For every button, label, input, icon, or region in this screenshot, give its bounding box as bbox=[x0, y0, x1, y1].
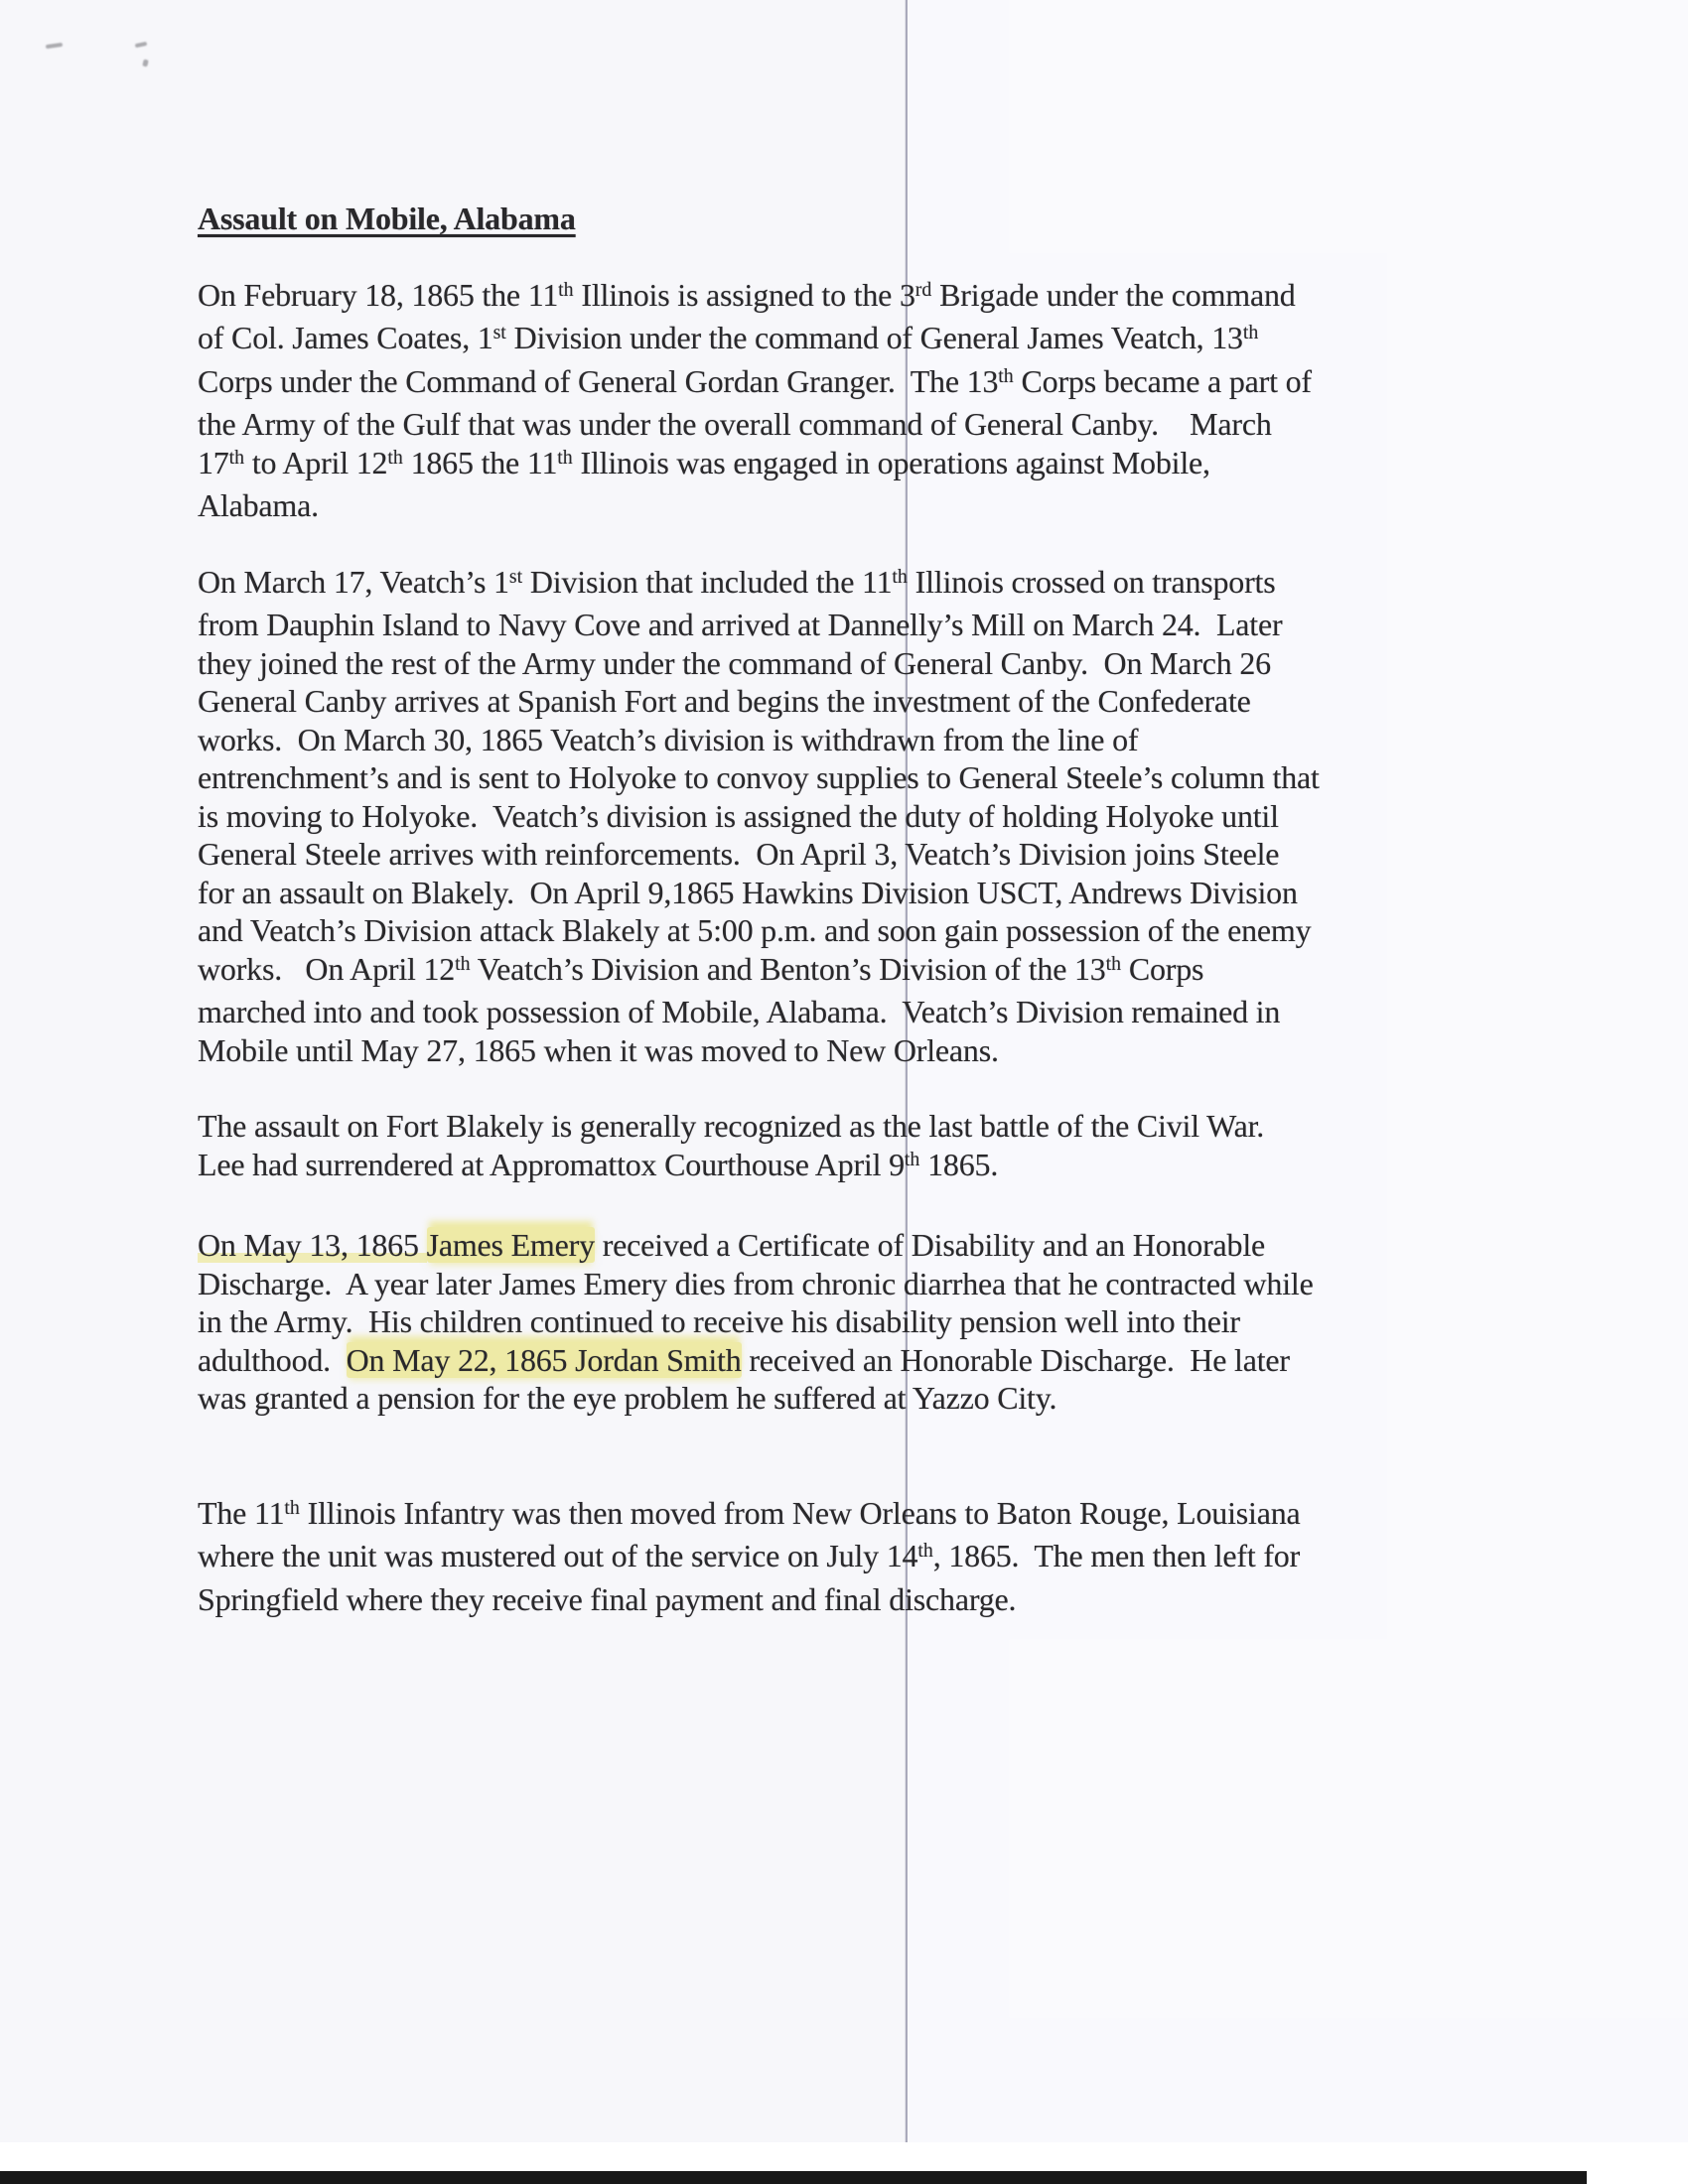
text-segment: they joined the rest of the Army under the command of General Canby. On March 26 bbox=[198, 644, 1271, 681]
text-line bbox=[198, 950, 1429, 994]
text-line bbox=[198, 405, 1429, 444]
text-segment: of Col. James Coates, 1 bbox=[198, 320, 493, 355]
text-line bbox=[198, 1494, 1429, 1538]
text-segment: Springfield where they receive final payment and final discharge. bbox=[198, 1580, 1017, 1617]
text-segment: marched into and took possession of Mobile, Alabama. Veatch’s Division remained in bbox=[198, 994, 1281, 1029]
text-segment: Lee had surrendered at Appromattox Courthouse April 9 bbox=[198, 1146, 905, 1182]
text-segment: works. On March 30, 1865 Veatch’s division is withdrawn from the line of bbox=[198, 721, 1139, 757]
text-segment: th bbox=[228, 446, 245, 469]
text-segment: th bbox=[904, 1148, 920, 1170]
text-segment: The assault on Fort Blakely is generally recognized as the last battle of the Civil War. bbox=[198, 1108, 1265, 1144]
text-line bbox=[198, 1107, 1429, 1146]
text-line bbox=[198, 797, 1429, 836]
text-segment: entrenchment’s and is sent to Holyoke to convoy supplies to General Steele’s column that bbox=[198, 759, 1320, 795]
document-body bbox=[198, 276, 1429, 1619]
text-segment: Brigade under the command bbox=[931, 276, 1296, 313]
text-line bbox=[198, 1537, 1429, 1580]
text-segment: th bbox=[557, 446, 573, 469]
text-line bbox=[198, 563, 1429, 607]
text-segment: The 11 bbox=[198, 1494, 285, 1531]
text-segment: Mobile until May 27, 1865 when it was moved to New Orleans. bbox=[198, 1031, 999, 1068]
text-segment: 1865 the 11 bbox=[402, 444, 558, 480]
text-segment: 17 bbox=[198, 444, 229, 480]
text-line bbox=[198, 276, 1429, 320]
text-segment: Corps under the Command of General Gordan Granger. The 13 bbox=[198, 362, 999, 399]
text-segment: Illinois is assigned to the 3 bbox=[573, 276, 915, 313]
highlighted-text: James Emery bbox=[426, 1227, 595, 1263]
paragraph bbox=[198, 1107, 1429, 1188]
text-segment: to April 12 bbox=[244, 444, 388, 480]
text-line bbox=[198, 606, 1429, 644]
text-line bbox=[198, 1265, 1429, 1303]
text-segment: Illinois Infantry was then moved from New Orleans to Baton Rouge, Louisiana bbox=[299, 1494, 1301, 1531]
text-segment: was granted a pension for the eye problem he suffered at Yazzo City. bbox=[198, 1380, 1057, 1416]
text-segment: and Veatch’s Division attack Blakely at 5:00 p.m. and soon gain possession of the enemy bbox=[198, 912, 1312, 948]
text-segment: Division that included the 11 bbox=[522, 563, 893, 600]
text-segment: 1865. bbox=[919, 1146, 999, 1182]
pencil-mark bbox=[142, 59, 149, 67]
text-segment: th bbox=[998, 364, 1014, 387]
text-line bbox=[198, 1379, 1429, 1418]
paragraph bbox=[198, 1494, 1429, 1619]
paragraph bbox=[198, 563, 1429, 1070]
text-line bbox=[198, 444, 1429, 487]
text-line bbox=[198, 1031, 1429, 1070]
text-line bbox=[198, 1341, 1429, 1380]
text-segment: is moving to Holyoke. Veatch’s division is assigned the duty of holding Holyoke until bbox=[198, 797, 1279, 834]
text-line bbox=[198, 911, 1429, 950]
text-segment: the Army of the Gulf that was under the overall command of General Canby. March bbox=[198, 406, 1272, 442]
text-segment: th bbox=[917, 1540, 933, 1563]
highlighted-text: On May 22, 1865 Jordan Smith bbox=[346, 1341, 742, 1378]
text-segment: in the Army. His children continued to receive his disability pension well into their bbox=[198, 1303, 1240, 1339]
document-content bbox=[198, 200, 1429, 1618]
text-segment: st bbox=[492, 322, 506, 344]
text-line bbox=[198, 721, 1429, 759]
text-line bbox=[198, 1226, 1429, 1265]
text-line bbox=[198, 644, 1429, 683]
text-segment: , 1865. The men then left for bbox=[932, 1538, 1301, 1573]
text-line bbox=[198, 874, 1429, 912]
pencil-mark bbox=[135, 42, 148, 48]
text-line bbox=[198, 1302, 1429, 1341]
text-segment: On March 17, Veatch’s 1 bbox=[198, 563, 509, 600]
highlighted-text: On May 13, 1865 bbox=[198, 1227, 427, 1263]
text-line bbox=[198, 1580, 1429, 1619]
text-segment: General Steele arrives with reinforcements. On April 3, Veatch’s Division joins Steele bbox=[198, 836, 1280, 872]
text-segment: th bbox=[1242, 322, 1259, 344]
text-segment: for an assault on Blakely. On April 9,1865 Hawkins Division USCT, Andrews Division bbox=[198, 874, 1298, 910]
paragraph bbox=[198, 276, 1429, 525]
text-segment: from Dauphin Island to Navy Cove and arrived at Dannelly’s Mill on March 24. Later bbox=[198, 607, 1283, 642]
text-segment: th bbox=[387, 446, 403, 469]
text-segment: Illinois crossed on transports bbox=[907, 563, 1276, 600]
text-segment: where the unit was mustered out of the service on July 14 bbox=[198, 1538, 918, 1573]
text-segment: st bbox=[508, 565, 523, 588]
text-line bbox=[198, 835, 1429, 874]
scanner-edge-bar bbox=[0, 2171, 1587, 2184]
text-segment: th bbox=[1105, 952, 1122, 975]
text-segment: On February 18, 1865 the 11 bbox=[198, 276, 559, 313]
text-segment: adulthood. bbox=[198, 1341, 347, 1378]
text-segment: th bbox=[892, 565, 908, 588]
text-line bbox=[198, 362, 1429, 406]
paragraph bbox=[198, 1226, 1429, 1418]
text-segment: Corps became a part of bbox=[1013, 362, 1312, 399]
text-segment: Corps bbox=[1121, 950, 1204, 987]
text-line bbox=[198, 319, 1429, 362]
text-segment: works. On April 12 bbox=[198, 950, 456, 987]
text-segment: received a Certificate of Disability and an Honorable bbox=[594, 1227, 1266, 1263]
text-segment: Discharge. A year later James Emery dies from chronic diarrhea that he contracted while bbox=[198, 1265, 1314, 1301]
text-segment: Alabama. bbox=[198, 487, 319, 523]
text-segment: th bbox=[558, 278, 574, 301]
text-line bbox=[198, 993, 1429, 1031]
text-segment: rd bbox=[914, 278, 932, 301]
text-segment: General Canby arrives at Spanish Fort and begins the investment of the Confederate bbox=[198, 683, 1251, 719]
text-line bbox=[198, 682, 1429, 721]
text-segment: Illinois was engaged in operations against Mobile, bbox=[572, 444, 1210, 480]
text-segment: Division under the command of General James Veatch, 13 bbox=[505, 320, 1243, 355]
document-title: Assault on Mobile, Alabama bbox=[198, 201, 576, 236]
text-segment: Veatch’s Division and Benton’s Division of the 13 bbox=[470, 950, 1106, 987]
text-line bbox=[198, 758, 1429, 797]
text-segment: th bbox=[284, 1496, 300, 1519]
text-segment: received an Honorable Discharge. He later bbox=[741, 1341, 1290, 1378]
text-line bbox=[198, 486, 1429, 525]
text-line bbox=[198, 1146, 1429, 1189]
pencil-mark bbox=[46, 43, 63, 49]
text-segment: th bbox=[455, 952, 471, 975]
